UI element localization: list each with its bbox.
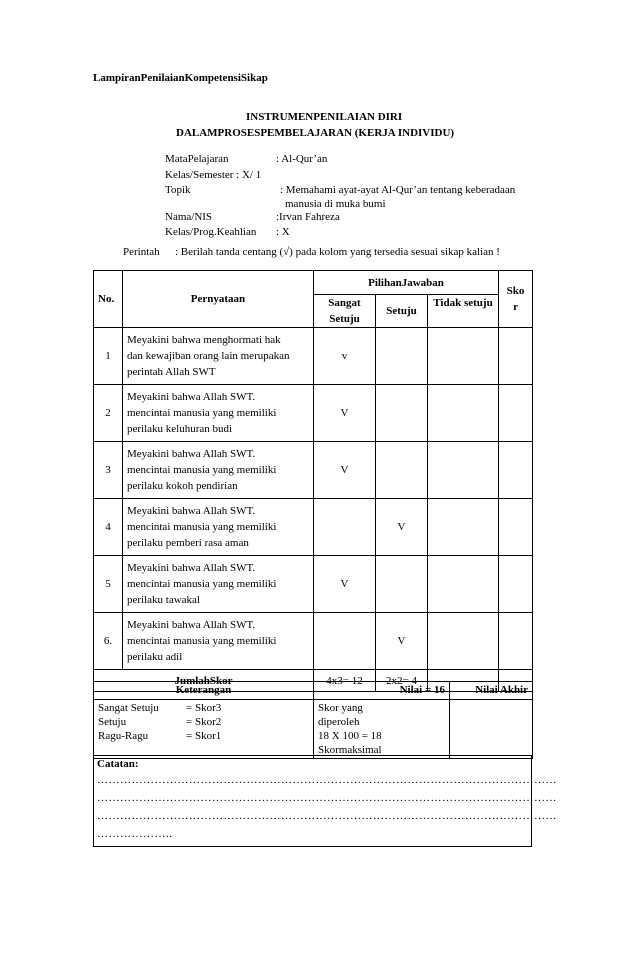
row-statement: Meyakini bahwa Allah SWT. mencintai manusia yang memiliki perilaku keluhuran budi	[123, 385, 314, 442]
row-statement: Meyakini bahwa Allah SWT. mencintai manusia yang memiliki perilaku adil	[123, 613, 314, 670]
row-setuju-mark: V	[376, 499, 428, 556]
nilai-akhir-value	[450, 700, 533, 759]
row-sangat-setuju-mark: V	[314, 442, 376, 499]
nama-label: Nama/NIS	[165, 211, 213, 223]
perintah-label: Perintah	[123, 246, 160, 258]
row-tidak-setuju-mark	[428, 442, 499, 499]
nilai-header: Nilai = 16	[314, 682, 450, 700]
row-tidak-setuju-mark	[428, 385, 499, 442]
row-tidak-setuju-mark	[428, 499, 499, 556]
row-no: 5	[94, 556, 123, 613]
header-setuju: Setuju	[376, 295, 428, 328]
header-skor: Sko r	[499, 271, 533, 328]
jumlah-sangat-setuju: 4x3= 12	[314, 670, 376, 692]
nilai-akhir-header: Nilai Akhir	[450, 682, 533, 700]
prog-value: : X	[276, 226, 290, 238]
row-sangat-setuju-mark	[314, 499, 376, 556]
table-row	[94, 499, 533, 556]
jumlah-skor-label: JumlahSkor	[94, 670, 314, 692]
table-row	[94, 442, 533, 499]
topik-value-2: manusia di muka bumi	[285, 198, 386, 210]
keterangan-header: Keterangan	[94, 682, 314, 700]
row-tidak-setuju-mark	[428, 556, 499, 613]
kelas-label: Kelas/Semester : X/ 1	[165, 169, 262, 181]
mapel-label: MataPelajaran	[165, 153, 229, 165]
catatan-line: …………………………………………………………………………………………………………	[97, 792, 557, 804]
jumlah-setuju: 2x2= 4	[376, 670, 428, 692]
title-line-1: INSTRUMENPENILAIAN DIRI	[246, 111, 403, 123]
row-setuju-mark	[376, 328, 428, 385]
nama-value: :Irvan Fahreza	[276, 211, 340, 223]
catatan-line: ………………..	[97, 828, 173, 840]
row-no: 4	[94, 499, 123, 556]
title-line-2: DALAMPROSESPEMBELAJARAN (KERJA INDIVIDU)	[176, 127, 455, 139]
catatan-line: …………………………………………………………………………………………………………	[97, 810, 557, 822]
catatan-box	[93, 755, 557, 847]
perintah-text: : Berilah tanda centang (√) pada kolom yang tersedia sesuai sikap kalian !	[175, 246, 500, 258]
header-no: No.	[94, 271, 123, 328]
catatan-line: …………………………………………………………………………………………………………	[97, 774, 557, 786]
topik-value-1: : Memahami ayat-ayat Al-Qur’an tentang keberadaan	[280, 184, 516, 196]
table-row	[94, 613, 533, 670]
row-no: 2	[94, 385, 123, 442]
row-tidak-setuju-mark	[428, 328, 499, 385]
row-sangat-setuju-mark: V	[314, 385, 376, 442]
mapel-value: : Al-Qur’an	[276, 153, 328, 165]
row-no: 1	[94, 328, 123, 385]
row-skor	[499, 499, 533, 556]
row-sangat-setuju-mark: v	[314, 328, 376, 385]
row-setuju-mark	[376, 442, 428, 499]
header-sangat-setuju: Sangat Setuju	[314, 295, 376, 328]
catatan-label: Catatan:	[97, 758, 139, 770]
row-tidak-setuju-mark	[428, 613, 499, 670]
keterangan-legend: Sangat Setuju = Skor3 Setuju = Skor2 Ragu-Ragu = Skor1	[94, 700, 314, 759]
nilai-formula: Skor yang diperoleh 18 X 100 = 18 Skormaksimal	[314, 700, 450, 759]
keterangan-table	[93, 681, 533, 759]
header-pilihan-jawaban: PilihanJawaban	[314, 271, 499, 295]
row-statement: Meyakini bahwa Allah SWT. mencintai manusia yang memiliki perilaku pemberi rasa aman	[123, 499, 314, 556]
row-statement: Meyakini bahwa Allah SWT. mencintai manusia yang memiliki perilaku tawakal	[123, 556, 314, 613]
penilaian-table	[93, 270, 533, 692]
header-tidak-setuju: Tidak setuju	[428, 295, 499, 328]
prog-label: Kelas/Prog.Keahlian	[165, 226, 257, 238]
row-statement: Meyakini bahwa Allah SWT. mencintai manusia yang memiliki perilaku kokoh pendirian	[123, 442, 314, 499]
table-row	[94, 385, 533, 442]
lampiran-heading: LampiranPenilaianKompetensiSikap	[93, 72, 268, 84]
row-sangat-setuju-mark	[314, 613, 376, 670]
row-skor	[499, 556, 533, 613]
row-skor	[499, 328, 533, 385]
row-sangat-setuju-mark: V	[314, 556, 376, 613]
row-no: 3	[94, 442, 123, 499]
row-skor	[499, 613, 533, 670]
row-statement: Meyakini bahwa menghormati hak dan kewajiban orang lain merupakan perintah Allah SWT	[123, 328, 314, 385]
table-row	[94, 556, 533, 613]
row-no: 6.	[94, 613, 123, 670]
topik-label: Topik	[165, 184, 191, 196]
header-pernyataan: Pernyataan	[123, 271, 314, 328]
row-setuju-mark	[376, 556, 428, 613]
row-skor	[499, 442, 533, 499]
row-setuju-mark	[376, 385, 428, 442]
row-skor	[499, 385, 533, 442]
row-setuju-mark: V	[376, 613, 428, 670]
table-row	[94, 328, 533, 385]
